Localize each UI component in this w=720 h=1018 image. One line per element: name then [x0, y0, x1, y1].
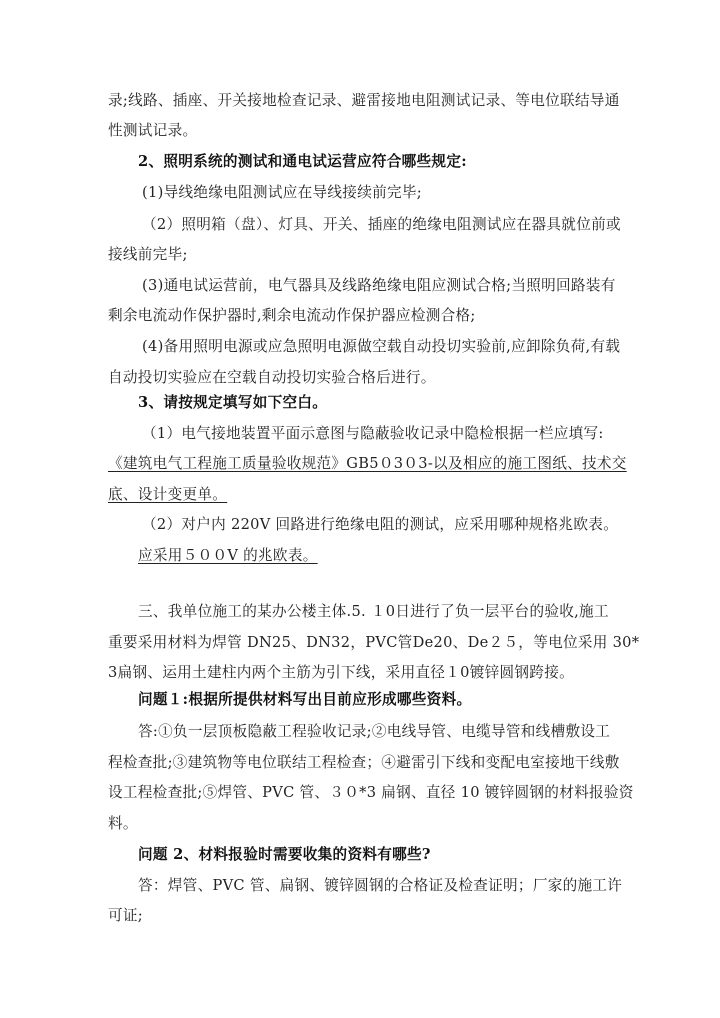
case-intro-line: 三、我单位施工的某办公楼主体.5. １0日进行了负一层平台的验收,施工: [138, 603, 609, 620]
body-text-line: 剩余电流动作保护器时,剩余电流动作保护器应检测合格;: [108, 307, 476, 324]
section-heading-2: 2、照明系统的测试和通电试运营应符合哪些规定:: [138, 153, 467, 170]
body-text-line: (1)导线绝缘电阻测试应在导线接续前完毕;: [142, 184, 422, 201]
body-text-line: （2）照明箱（盘）、灯具、开关、插座的绝缘电阻测试应在器具就位前或: [142, 216, 621, 233]
body-text-line: 自动投切实验应在空载自动投切实验合格后进行。: [108, 369, 436, 386]
case-intro-line: 3扁钢、运用土建柱内两个主筋为引下线，采用直径１0镀锌圆钢跨接。: [108, 664, 574, 681]
answer-line: 答:①负一层顶板隐蔽工程验收记录;②电线导管、电缆导管和线槽敷设工: [138, 723, 611, 740]
answer-line: 答：焊管、PVC 管、扁钢、镀锌圆钢的合格证及检查证明；厂家的施工许: [138, 877, 623, 894]
body-text-line: 录;线路、插座、开关接地检查记录、避雷接地电阻测试记录、等电位联结导通: [108, 92, 620, 109]
answer-underlined-line: 应采用５００V 的兆欧表。: [138, 547, 318, 564]
answer-line: 程检查批;③建筑物等电位联结工程检查；④避雷引下线和变配电室接地干线敷: [108, 754, 620, 771]
question-2-heading: 问题 2、材料报验时需要收集的资料有哪些?: [138, 846, 431, 863]
section-heading-3: 3、请按规定填写如下空白。: [138, 394, 328, 411]
answer-line: 设工程检查批;⑤焊管、PVC 管、３０*3 扁钢、直径 10 镀锌圆钢的材料报验资: [108, 784, 634, 801]
question-1-heading: 问题１:根据所提供材料写出目前应形成哪些资料。: [138, 691, 472, 708]
answer-line: 可证;: [108, 907, 144, 924]
body-text-line: 接线前完毕;: [108, 246, 188, 263]
body-text-line: （1）电气接地装置平面示意图与隐蔽验收记录中隐检根据一栏应填写:: [142, 425, 604, 442]
body-text-line: (4)备用照明电源或应急照明电源做空载自动投切实验前,应卸除负荷,有载: [142, 338, 621, 355]
answer-line: 料。: [108, 815, 138, 832]
answer-underlined-line: 《建筑电气工程施工质量验收规范》GB5０3０3-以及相应的施工图纸、技术交: [108, 455, 627, 472]
body-text-line: 性测试记录。: [108, 122, 198, 139]
case-intro-line: 重要采用材料为焊管 DN25、DN32，PVC管De20、De２５，等电位采用 30*: [108, 634, 640, 651]
answer-underlined-line: 底、设计变更单。: [108, 486, 228, 503]
body-text-line: (3)通电试运营前，电气器具及线路绝缘电阻应测试合格;当照明回路装有: [142, 277, 616, 294]
body-text-line: （2）对户内 220V 回路进行绝缘电阻的测试，应采用哪种规格兆欧表。: [142, 516, 619, 533]
